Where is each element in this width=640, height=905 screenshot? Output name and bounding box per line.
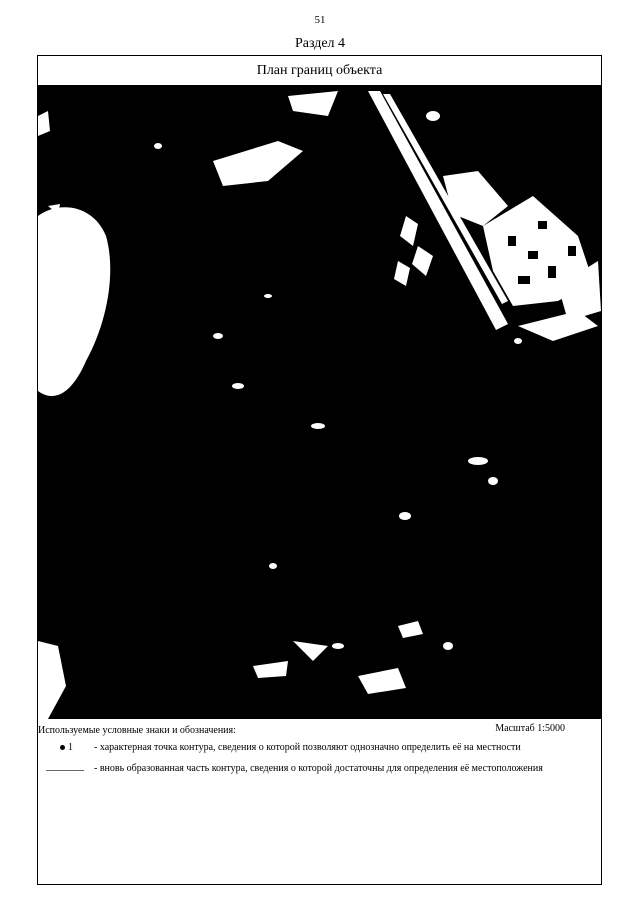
map-scale: Масштаб 1:5000	[495, 723, 565, 734]
legend-item-description: - вновь образованная часть контура, сведения о которой достаточны для определения её местоположения	[94, 763, 543, 774]
legend-item-description: - характерная точка контура, сведения о которой позволяют однозначно определить её на местности	[94, 742, 521, 753]
point-symbol-label: 1	[68, 742, 73, 753]
point-dot-icon	[60, 745, 65, 750]
point-symbol	[60, 742, 90, 753]
section-title: Раздел 4	[294, 36, 346, 51]
aerial-photo-map	[38, 86, 601, 719]
page-number: 51	[314, 14, 326, 26]
legend-title: Используемые условные знаки и обозначения:	[38, 725, 236, 736]
aerial-photo-image	[38, 86, 601, 719]
plan-frame	[37, 55, 602, 885]
plan-title: План границ объекта	[38, 56, 601, 86]
contour-line-icon	[46, 770, 84, 771]
